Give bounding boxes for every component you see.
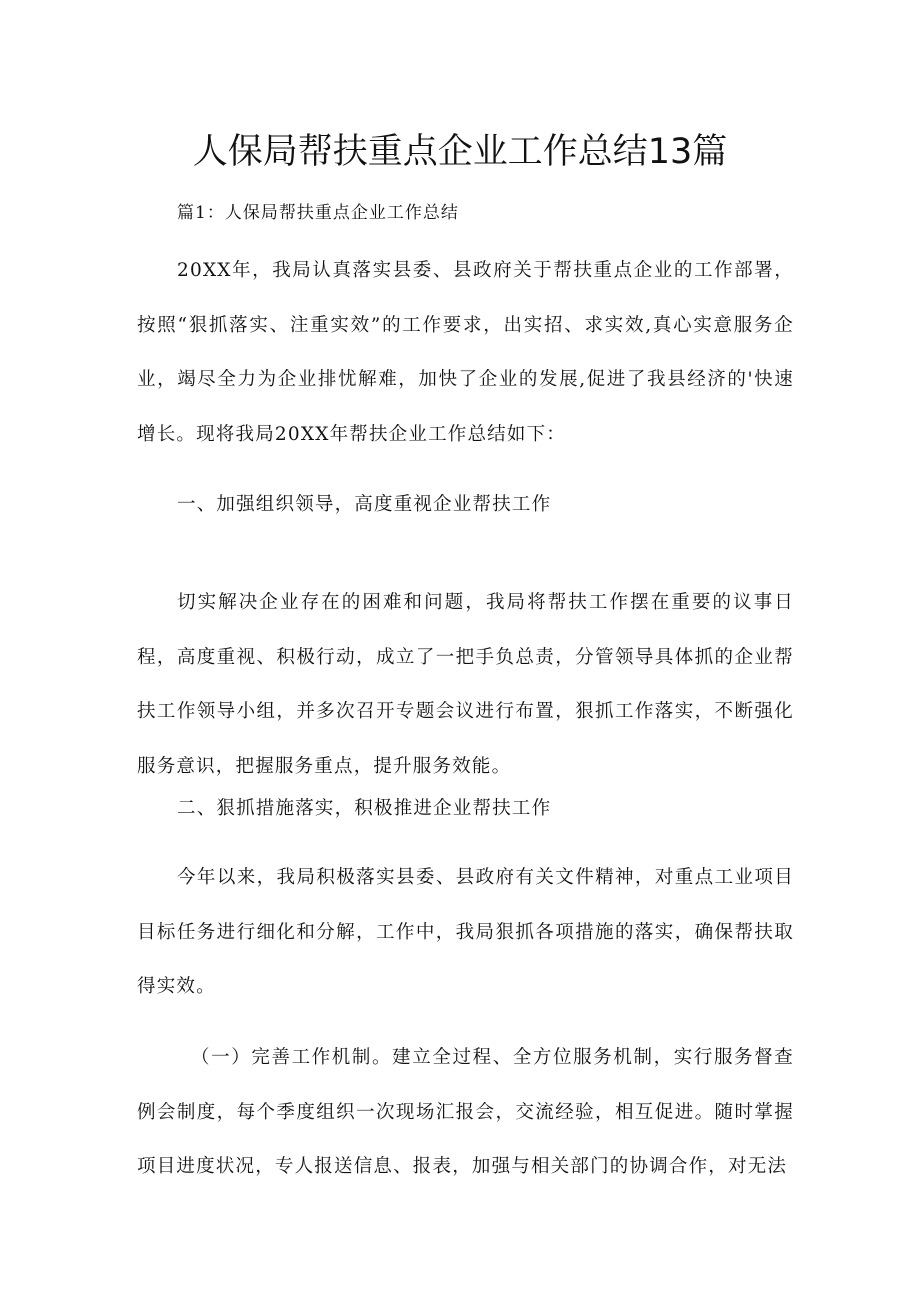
document-subtitle: 篇1：人保局帮扶重点企业工作总结: [177, 203, 459, 223]
paragraph-section-2: 今年以来，我局积极落实县委、县政府有关文件精神，对重点工业项目目标任务进行细化和分解，工作中，我局狠抓各项措施的落实，确保帮扶取得实效。: [137, 867, 794, 997]
section-heading-1: 一、加强组织领导，高度重视企业帮扶工作: [177, 494, 552, 515]
paragraph-intro: 20XX年，我局认真落实县委、县政府关于帮扶重点企业的工作部署，按照“狠抓落实、注重实效”的工作要求，出实招、求实效,真心实意服务企业，竭尽全力为企业排忧解难，加快了企业的发展,促进了我县经济的'快速增长。现将我局20XX年帮扶企业工作总结如下：: [137, 260, 794, 445]
paragraph-subsection-1: （一）完善工作机制。建立全过程、全方位服务机制，实行服务督查例会制度，每个季度组织一次现场汇报会，交流经验，相互促进。随时掌握项目进度状况，专人报送信息、报表，加强与相关部门的协调合作，对无法: [137, 1047, 794, 1177]
document-title: 人保局帮扶重点企业工作总结13篇: [192, 132, 728, 172]
section-heading-2: 二、狠抓措施落实，积极推进企业帮扶工作: [177, 798, 552, 819]
paragraph-section-1: 切实解决企业存在的困难和问题，我局将帮扶工作摆在重要的议事日程，高度重视、积极行动，成立了一把手负总责，分管领导具体抓的企业帮扶工作领导小组，并多次召开专题会议进行布置，狠抓工作落实，不断强化服务意识，把握服务重点，提升服务效能。: [137, 592, 794, 777]
